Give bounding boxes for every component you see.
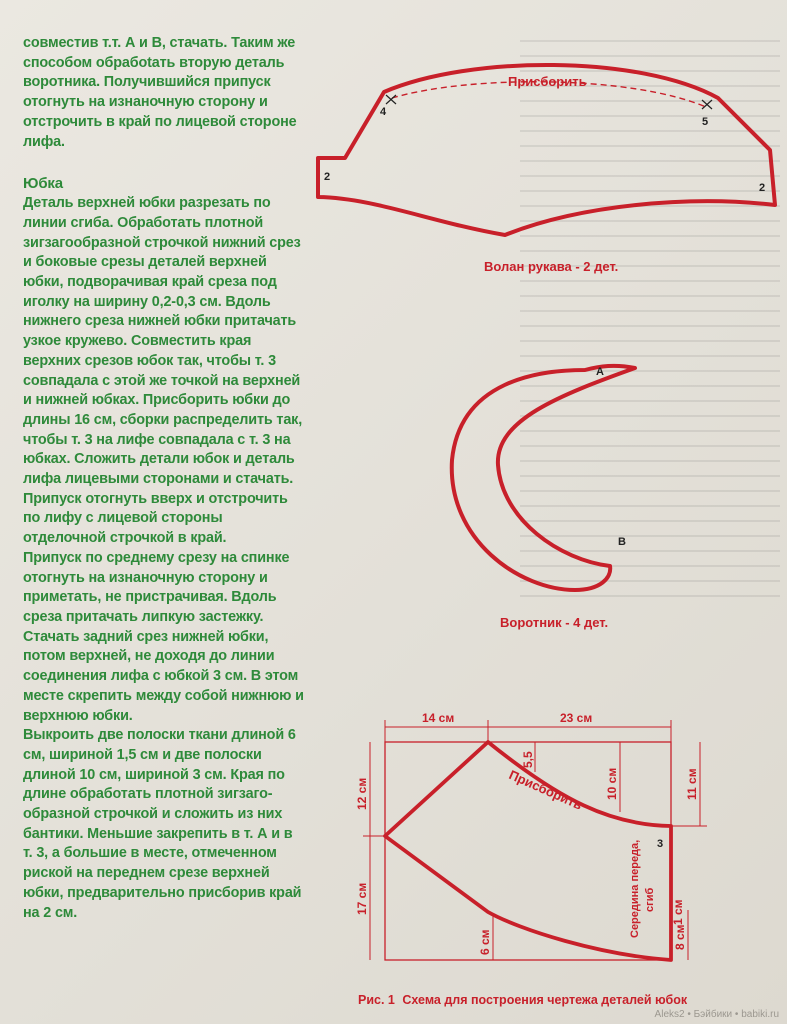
- sleeve-flounce-pattern: [318, 65, 775, 274]
- skirt-gather-label: Присборить: [506, 767, 585, 813]
- dim-bottom-right: 8 см: [673, 924, 687, 950]
- flounce-caption: Волан рукава - 2 дет.: [484, 259, 619, 274]
- paragraph-1: Деталь верхней юбки разрезать по линии сгиба. Обработать плотной зигзагообразной строчкой нижний срез и боковые срезы деталей верхней юбки, подворачивая край среза под иголку на ширину 0,2-0,3 см. Вдоль нижнего среза нижней юбки притачать узкое кружево. Совместить края верхних срезов юбок так, чтобы т. 3 совпадала с этой же точкой на верхней и нижней юбках. Присборить юбки до длины 16 см, сборки распределить так, чтобы т. 3 на лифе совпадала с т. 3 на юбках. Сложить детали юбок и деталь лифа лицевыми сторонами и стачать. Припуск отогнуть вверх и отстрочить по лифу с лицевой стороны отделочной строчкой в край.: [23, 195, 303, 547]
- dim-inner-mid: 10 см: [605, 767, 619, 800]
- dim-bottom-right-small: 1 см: [671, 899, 685, 925]
- skirt-point-3: 3: [657, 838, 664, 850]
- figure-caption: [358, 993, 687, 1007]
- flounce-point-2-left: 2: [324, 171, 331, 183]
- flounce-point-4: 4: [380, 106, 387, 118]
- figure-title: Схема для построения чертежа деталей юбок: [402, 993, 688, 1007]
- dim-right: 11 см: [685, 768, 699, 800]
- skirt-heading: Юбка: [23, 175, 63, 193]
- collar-caption: Воротник - 4 дет.: [500, 615, 609, 630]
- paragraph-3: Выкроить две полоски ткани длиной 6 см, шириной 1,5 см и две полоски длиной 10 см, шириной 3 см. Края по длине обработать плотной зигзаго-образной строчкой и сложить из них бантики. Меньшие закрепить в т. А и в т. 3, а большие в месте, отмеченном риской на переднем срезе верхней юбки, предварительно присборив край на 2 см.: [23, 727, 302, 921]
- dim-bottom-left: 6 см: [478, 929, 492, 955]
- fold-label-2: сгиб: [644, 887, 656, 912]
- collar-pattern: [452, 366, 635, 630]
- collar-point-a: А: [596, 366, 604, 378]
- flounce-point-5: 5: [702, 116, 709, 128]
- collar-point-b: В: [618, 536, 626, 548]
- flounce-gather-label: Присборить: [508, 74, 587, 89]
- fold-label-1: Середина переда,: [629, 839, 641, 938]
- figure-number: Рис. 1: [358, 993, 395, 1007]
- intro-paragraph: совместив т.т. А и В, стачать. Таким же способом обрабоtать вторую деталь воротника. Получившийся припуск отогнуть на изнаночную сторону и отстрочить в край по лицевой стороне лифа.: [23, 35, 297, 150]
- flounce-point-2-right: 2: [759, 182, 766, 194]
- skirt-scheme: [355, 711, 707, 960]
- paragraph-2: Припуск по среднему срезу на спинке отогнуть на изнаночную сторону и приметать, не пристрачивая. Вдоль среза притачать липкую застежку. Стачать задний срез нижней юбки, потом верхней, не доходя до линии соединения лифа с юбкой 3 см. В этом месте скрепить между собой нижнюю и верхнюю юбки.: [23, 549, 304, 724]
- dim-inner-small: 5,5: [521, 751, 535, 768]
- dim-left-top: 12 см: [355, 777, 369, 810]
- watermark: Aleks2 • Бэйбики • babiki.ru: [654, 1009, 779, 1020]
- dim-left-bottom: 17 см: [355, 882, 369, 915]
- dim-top-right: 23 см: [560, 711, 593, 725]
- dim-top-left: 14 см: [422, 711, 455, 725]
